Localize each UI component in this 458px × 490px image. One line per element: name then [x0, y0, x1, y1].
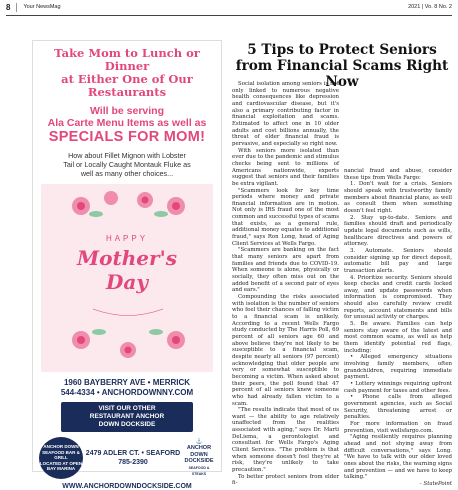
article-paragraph: To better protect seniors from elder fi- [232, 473, 339, 487]
seaford-address-line: 2479 ADLER CT. • SEAFORD [85, 450, 181, 457]
article-paragraph: 1. Don't wait for a crisis. Seniors should speak with trustworthy family members about financial plans, as well as consult them when something doesn't feel right. [344, 181, 452, 214]
article-paragraph: "Scammers look for key time periods where money and private financial information are in motion. Not only is IRS fraud one of the most common and successful types of scams that exists, as a general rule, additional money equates to additional fraud," says Ron Long, head of Aging Client Services at Wells Fargo. [232, 187, 339, 247]
article-column-2 [344, 168, 452, 488]
article-paragraph: • Lottery winnings requiring upfront cash payment for taxes and other fees. [344, 381, 452, 394]
header-rule [6, 15, 452, 16]
ad-serving-line1: Will be serving [89, 105, 164, 117]
article-paragraph: nancial fraud and abuse, consider these tips from Wells Fargo: [344, 168, 452, 181]
article-paragraph: 2. Stay up-to-date. Seniors and families should draft and periodically update legal documents such as wills, healthcare directives and powers of attorney. [344, 214, 452, 248]
seaford-location [33, 437, 221, 479]
ad-serving [33, 105, 221, 129]
issue-info: 2021 | Vo. 8 No. 2 [408, 4, 452, 10]
article-column-1 [232, 81, 339, 487]
article-paragraph: For more information on fraud prevention, visit wellsfargo.com. [344, 420, 452, 434]
merrick-address [33, 378, 221, 398]
visit-other-restaurant-banner [61, 402, 193, 432]
article-title-line2: from Financial Scams Right Now [235, 58, 449, 90]
visit-line3: DOWN DOCKSIDE [98, 421, 156, 428]
merrick-address-line1: 1960 BAYBERRY AVE • MERRICK [63, 378, 191, 387]
ad-headline [33, 47, 221, 99]
logo-line3: LOCATED AT OPEN BAY MARINA [39, 460, 83, 472]
merrick-contact-line: 544-4334 • ANCHORDOWNNY.COM [60, 388, 194, 397]
ad-headline-line1: Take Mom to Lunch or Dinner [54, 46, 200, 73]
article-paragraph: • Phone calls from alleged government agencies, such as Social Security, threatening arrest or penalties. [344, 394, 452, 421]
article-paragraph: 3. Automate. Seniors should consider signing up for direct deposit, automatic bill pay and large transaction alerts. [344, 247, 452, 274]
seaford-address [83, 449, 183, 467]
article-paragraph: "Scammers are banking on the fact that many seniors are apart from families and friends due to COVID-19. When someone is alone, physically or socially, they often miss out on the added benefit of a second pair of eyes and ears." [232, 247, 339, 294]
ad-menu-description [33, 151, 221, 178]
card-happy: HAPPY [105, 234, 149, 243]
ad-headline-line2: at Either One of Our Restaurants [61, 72, 193, 99]
dockside-line1: ANCHOR [186, 445, 212, 451]
ad-specials: SPECIALS FOR MOM! [48, 129, 206, 145]
dockside-line3: DOCKSIDE [184, 458, 214, 464]
article-paragraph: "Aging resiliently requires planning ahead and not shying away from difficult conversations," says Long. "We have to talk with our older loved ones about the risks, the warning signs and prevention — and we have to keep talking." [344, 434, 452, 481]
anchor-down-logo [39, 437, 83, 479]
article-paragraph: With seniors more isolated than ever due to the pandemic and stimulus checks being sent to millions of Americans nationwide, experts suggest that seniors and their families be extra vigilant. [232, 147, 339, 187]
page-header [6, 0, 452, 14]
dockside-line2: DOWN [190, 451, 208, 458]
article-signature: – StatePoint [419, 480, 452, 487]
ad-website: WWW.ANCHORDOWNDOCKSIDE.COM [62, 483, 192, 490]
ad-serving-line2: Ala Carte Menu Items as well as [47, 117, 207, 129]
article-paragraph: "The results indicate that most of us want — the ability to age relatively unaffected from the realities associated with aging," says Dr. Marti DeLiema, a gerontologist and consultant for Wells Fargo's Aging Client Services. "The problem is that when someone doesn't feel they're at risk, they're unlikely to take precaution." [232, 407, 339, 474]
header-divider [16, 3, 17, 12]
seaford-phone: 785-2390 [118, 459, 148, 466]
anchor-icon: ⚓ [195, 438, 203, 445]
ad-menu-line2: Tail or Locally Caught Montauk Fluke as [63, 160, 191, 169]
anchor-down-dockside-logo [183, 439, 215, 478]
restaurant-advertisement [32, 40, 222, 490]
article-title-line1: 5 Tips to Protect Seniors [247, 42, 437, 58]
article-paragraph: • Alleged emergency situations involving family members, often grandchildren, requiring immediate payment. [344, 354, 452, 381]
card-mothers: Mother's [77, 246, 177, 270]
page-number: 8 [6, 2, 11, 12]
article-paragraph: Social isolation among seniors is not only linked to numerous negative health consequences like depression and cardiovascular disease, but it's also a primary contributing factor in financial exploitation and scams. Estimated to affect one in 10 older adults and cost billions annually, the threat of elder financial fraud is pervasive, and especially so right now. [232, 81, 339, 147]
article-paragraph: Compounding the risks associated with isolation is the number of seniors who feel their chances of falling victim to a financial scam is unlikely. According to a recent Wells Fargo study conducted by The Harris Poll, 69 percent of all seniors age 60 and above believe they're not likely to be susceptible to a financial scam, despite nearly all seniors (97 percent) acknowledging that older people are very or somewhat susceptible to becoming a victim. When asked about their peers, the poll found that 47 percent of all seniors knew someone who had already fallen victim to a scam. [232, 294, 339, 407]
dockside-line4: SEAFOOD & STEAKS [188, 465, 210, 476]
logo-line1: ANCHOR DOWN [43, 444, 79, 450]
mothers-day-card [41, 184, 213, 372]
visit-line1: VISIT OUR OTHER [98, 405, 156, 412]
publication-name: Your NewsMag [23, 4, 61, 10]
article-paragraph: 4. Prioritize security. Seniors should keep checks and credit cards locked away, and update passwords when information is compromised. They should also carefully review credit reports, account statements and bills for unusual activity or charges. [344, 274, 452, 321]
logo-line2: SEAFOOD BAR & GRILL [42, 449, 80, 461]
ad-menu-line1: How about Fillet Mignon with Lobster [68, 151, 186, 160]
visit-line2: RESTAURANT ANCHOR [89, 413, 165, 420]
ad-menu-line3: well as many other choices... [80, 169, 174, 178]
article-paragraph: 5. Be aware. Families can help seniors stay aware of the latest and most common scams, as well as help them identify potential red flags, including: [344, 321, 452, 354]
card-day: Day [106, 270, 148, 294]
